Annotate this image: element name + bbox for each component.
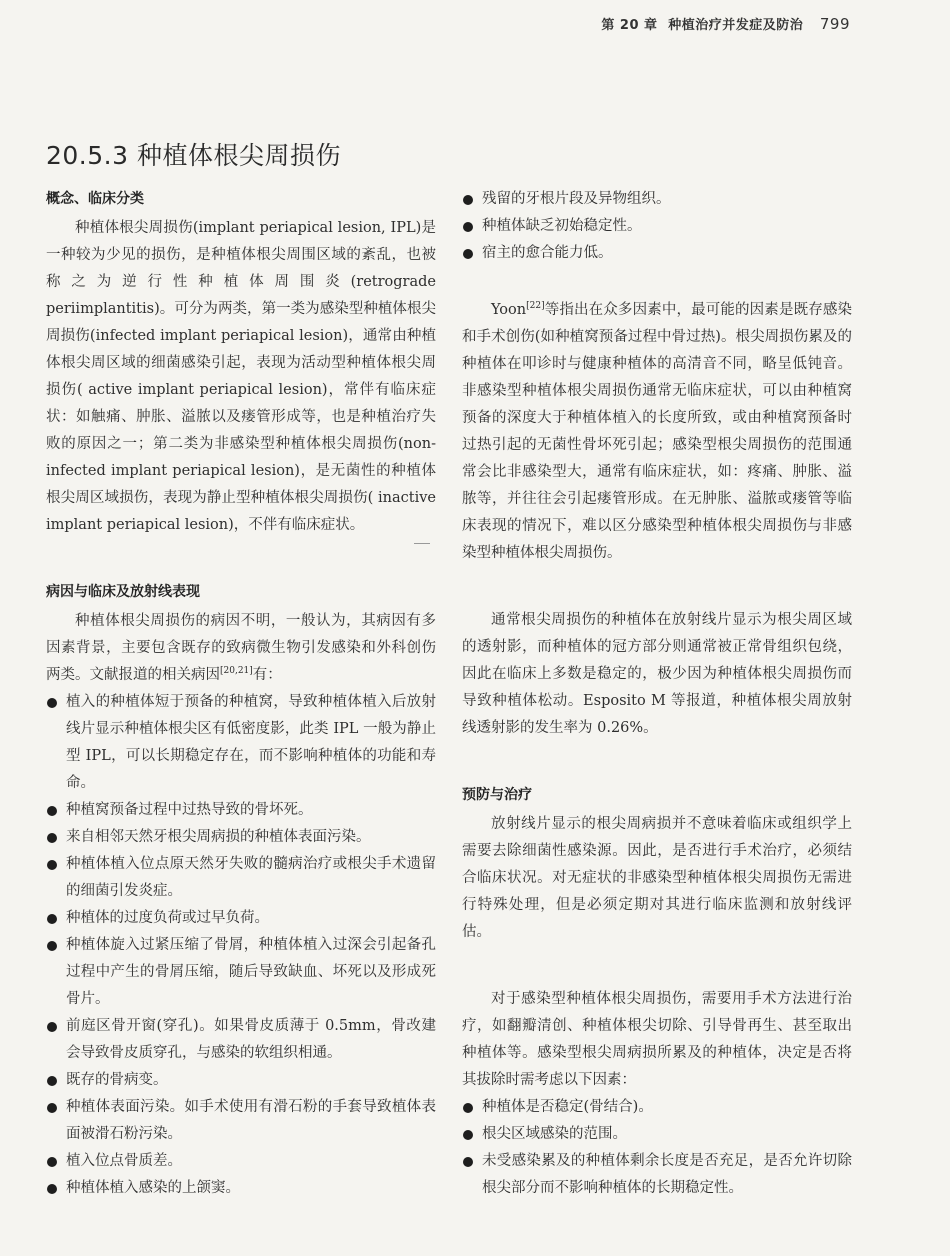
decision-factors-list xyxy=(462,1094,852,1202)
list-item: 未受感染累及的种植体剩余长度是否充足，是否允许切除根尖部分而不影响种植体的长期稳定性。 xyxy=(462,1148,852,1202)
paragraph-surgical: 对于感染型种植体根尖周损伤，需要用手术方法进行治疗，如翻瓣清创、种植体根尖切除、引导骨再生、甚至取出种植体等。感染型根尖周病损所累及的种植体，决定是否将其拔除时需考虑以下因素： xyxy=(462,991,852,1088)
list-item: 来自相邻天然牙根尖周病损的种植体表面污染。 xyxy=(46,824,436,851)
page-number: 799 xyxy=(819,15,850,33)
chapter-title: 种植治疗并发症及防治 xyxy=(668,18,804,33)
bullet-dot-icon xyxy=(47,698,57,708)
list-item: 种植窝预备过程中过热导致的骨坏死。 xyxy=(46,797,436,824)
section-title: 20.5.3 种植体根尖周损伤 xyxy=(46,141,341,170)
list-item: 种植体的过度负荷或过早负荷。 xyxy=(46,905,436,932)
bullet-dot-icon xyxy=(47,860,57,870)
list-item: 残留的牙根片段及异物组织。 xyxy=(462,186,852,213)
bullet-dot-icon xyxy=(463,1103,473,1113)
list-item: 种植体表面污染。如手术使用有滑石粉的手套导致植体表面被滑石粉污染。 xyxy=(46,1094,436,1148)
citation-ref: [22] xyxy=(526,301,545,312)
subheading-treatment: 预防与治疗 xyxy=(462,787,532,803)
list-item: 根尖区域感染的范围。 xyxy=(462,1121,852,1148)
subheading-etiology: 病因与临床及放射线表现 xyxy=(46,584,200,600)
list-item: 前庭区骨开窗(穿孔)。如果骨皮质薄于 0.5mm，骨改建会导致骨皮质穿孔，与感染的软组织相通。 xyxy=(46,1013,436,1067)
etiology-list-continued xyxy=(462,186,852,267)
etiology-list xyxy=(46,689,436,1202)
bullet-dot-icon xyxy=(47,1076,57,1086)
running-header xyxy=(601,14,850,33)
bullet-dot-icon xyxy=(463,1130,473,1140)
subheading-concept: 概念、临床分类 xyxy=(46,191,144,207)
list-item: 种植体旋入过紧压缩了骨屑，种植体植入过深会引起备孔过程中产生的骨屑压缩，随后导致缺血、坏死以及形成死骨片。 xyxy=(46,932,436,1013)
list-item: 植入的种植体短于预备的种植窝，导致种植体植入后放射线片显示种植体根尖区有低密度影，此类 IPL 一般为静止型 IPL，可以长期稳定存在，而不影响种植体的功能和寿命。 xyxy=(46,689,436,797)
bullet-dot-icon xyxy=(463,222,473,232)
stray-mark xyxy=(414,543,430,544)
list-item: 种植体是否稳定(骨结合)。 xyxy=(462,1094,852,1121)
paragraph-radiographic: 通常根尖周损伤的种植体在放射线片显示为根尖周区域的透射影，而种植体的冠方部分则通常被正常骨组织包绕，因此在临床上多数是稳定的，极少因为种植体根尖周损伤而导致种植体松动。Esposito M 等报道，种植体根尖周放射线透射影的发生率为 0.26%。 xyxy=(462,612,852,736)
bullet-dot-icon xyxy=(47,914,57,924)
bullet-dot-icon xyxy=(463,195,473,205)
bullet-dot-icon xyxy=(47,1103,57,1113)
right-column xyxy=(462,186,852,1202)
list-item: 植入位点骨质差。 xyxy=(46,1148,436,1175)
list-item: 既存的骨病变。 xyxy=(46,1067,436,1094)
bullet-dot-icon xyxy=(47,806,57,816)
list-item: 种植体植入感染的上颌窦。 xyxy=(46,1175,436,1202)
chapter-label: 第 20 章 xyxy=(601,18,658,33)
paragraph-concept: 种植体根尖周损伤(implant periapical lesion, IPL)是一种较为少见的损伤，是种植体根尖周围区域的紊乱，也被称之为逆行性种植体周围炎(retrograde periimplantitis)。可分为两类，第一类为感染型种植体根尖周损伤(infected implant periapical lesion)，通常由种植体根尖周区域的细菌感染引起，表现为活动型种植体根尖周损伤( active implant periapical lesion)，常伴有临床症状：如触痛、肿胀、溢脓以及瘘管形成等，也是种植治疗失败的原因之一；第二类为非感染型种植体根尖周损伤(non-infected implant periapical lesion)，是无菌性的种植体根尖周区域损伤，表现为静止型种植体根尖周损伤( inactive implant periapical lesion)，不伴有临床症状。 xyxy=(46,220,436,533)
bullet-dot-icon xyxy=(463,249,473,259)
bullet-dot-icon xyxy=(47,941,57,951)
left-column xyxy=(46,186,436,1202)
bullet-dot-icon xyxy=(47,1022,57,1032)
bullet-dot-icon xyxy=(47,833,57,843)
bullet-dot-icon xyxy=(47,1184,57,1194)
citation-ref: [20,21] xyxy=(220,666,253,677)
list-item: 种植体缺乏初始稳定性。 xyxy=(462,213,852,240)
paragraph-yoon: Yoon[22]等指出在众多因素中，最可能的因素是既存感染和手术创伤(如种植窝预备过程中骨过热)。根尖周损伤累及的种植体在叩诊时与健康种植体的高清音不同，略呈低钝音。非感染型种植体根尖周损伤通常无临床症状，可以由种植窝预备的深度大于种植体植入的长度所致，或由种植窝预备时过热引起的无菌性骨坏死引起；感染型根尖周损伤的范围通常会比非感染型大，通常有临床症状，如：疼痛、肿胀、溢脓等，并往往会引起瘘管形成。在无肿胀、溢脓或瘘管等临床表现的情况下，难以区分感染型种植体根尖周损伤与非感染型种植体根尖周损伤。 xyxy=(462,301,852,561)
paragraph-prevention: 放射线片显示的根尖周病损并不意味着临床或组织学上需要去除细菌性感染源。因此，是否进行手术治疗，必须结合临床状况。对无症状的非感染型种植体根尖周损伤无需进行特殊处理，但是必须定期对其进行临床监测和放射线评估。 xyxy=(462,816,852,940)
paragraph-etiology: 种植体根尖周损伤的病因不明，一般认为，其病因有多因素背景，主要包含既存的致病微生物引发感染和外科创伤两类。文献报道的相关病因[20,21]有： xyxy=(46,613,436,683)
list-item: 种植体植入位点原天然牙失败的髓病治疗或根尖手术遗留的细菌引发炎症。 xyxy=(46,851,436,905)
list-item: 宿主的愈合能力低。 xyxy=(462,240,852,267)
bullet-dot-icon xyxy=(463,1157,473,1167)
bullet-dot-icon xyxy=(47,1157,57,1167)
